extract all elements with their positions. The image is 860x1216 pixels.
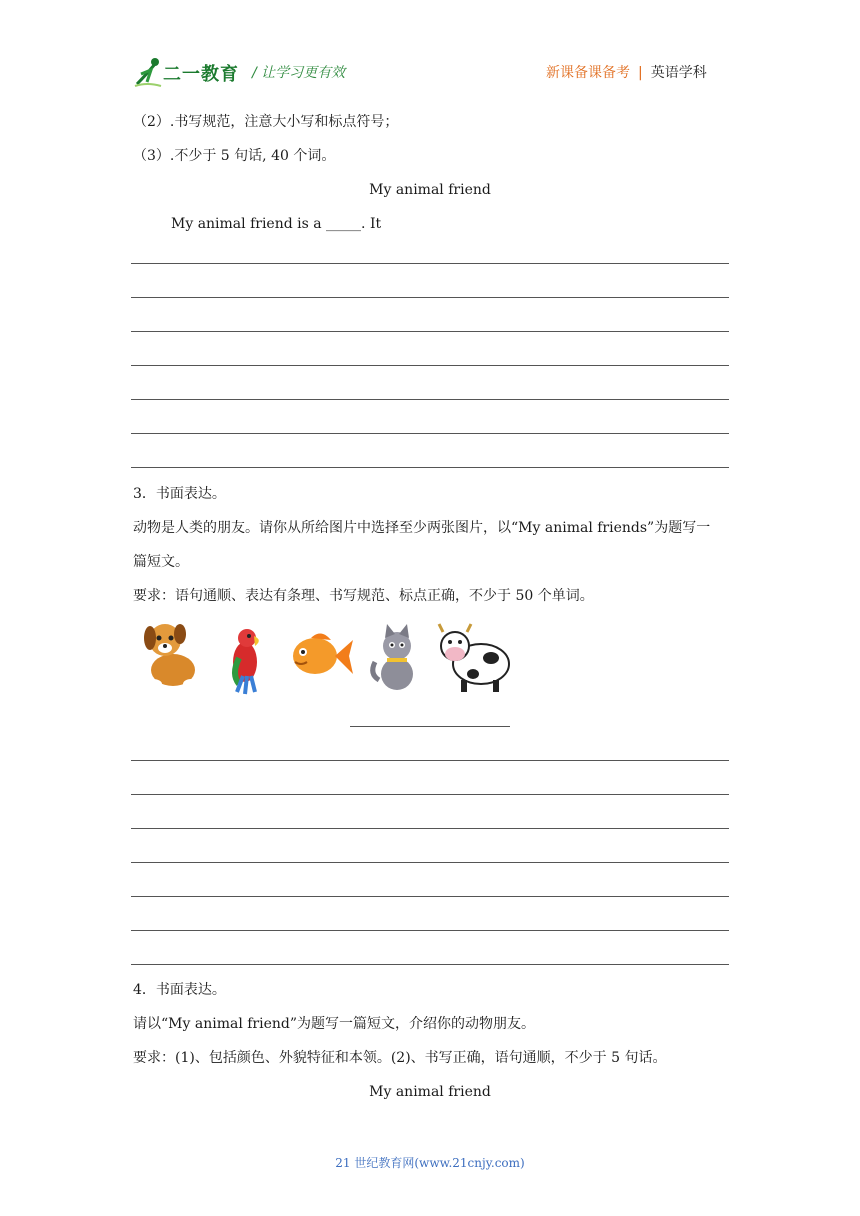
q3-requirement: 要求：语句通顺、表达有条理、书写规范、标点正确，不少于 50 个单词。 — [133, 588, 594, 604]
header-course-label: 新课备课备考 — [546, 65, 630, 81]
runner-logo-icon — [133, 56, 163, 90]
header-slogan: / 让学习更有效 — [252, 65, 346, 81]
q4-requirement: 要求：(1)、包括颜色、外貌特征和本领。(2)、书写正确，语句通顺，不少于 5 句话。 — [133, 1050, 667, 1066]
footer-source: 21 世纪教育网(www.21cnjy.com) — [335, 1156, 525, 1170]
writing-line — [131, 433, 729, 434]
writing-line — [131, 964, 729, 965]
header-logo — [133, 56, 245, 90]
writing-line — [131, 828, 729, 829]
animal-pictures — [135, 618, 515, 696]
writing-line — [131, 760, 729, 761]
header-separator: | — [638, 65, 643, 81]
q2-requirement-2: （2）.书写规范，注意大小写和标点符号； — [133, 114, 399, 130]
q2-requirement-3: （3）.不少于 5 句话, 40 个词。 — [133, 148, 336, 164]
writing-line — [131, 263, 729, 264]
header-subject — [546, 62, 707, 82]
parrot-icon — [233, 629, 259, 694]
q3-prompt-line-2: 篇短文。 — [133, 554, 189, 570]
logo-text: 二一教育 — [163, 64, 239, 85]
writing-line — [131, 365, 729, 366]
q3-title-blank — [350, 726, 510, 727]
cat-icon — [373, 624, 413, 690]
q3-heading: 3．书面表达。 — [133, 486, 226, 502]
writing-line — [131, 794, 729, 795]
q4-prompt: 请以“My animal friend”为题写一篇短文，介绍你的动物朋友。 — [133, 1016, 536, 1032]
writing-line — [131, 896, 729, 897]
q2-essay-title: My animal friend — [369, 182, 491, 198]
writing-line — [131, 297, 729, 298]
cow-icon — [439, 624, 509, 692]
writing-line — [131, 467, 729, 468]
q2-essay-start: My animal friend is a _____. It — [171, 216, 382, 232]
writing-line — [131, 399, 729, 400]
q3-prompt-line-1: 动物是人类的朋友。请你从所给图片中选择至少两张图片，以“My animal friends”为题写一 — [133, 520, 711, 536]
header-subject-label: 英语学科 — [650, 65, 707, 81]
dog-icon — [144, 624, 199, 689]
writing-line — [131, 862, 729, 863]
goldfish-icon — [293, 633, 353, 674]
q4-heading: 4．书面表达。 — [133, 982, 226, 998]
q4-essay-title: My animal friend — [369, 1084, 491, 1100]
writing-line — [131, 331, 729, 332]
writing-line — [131, 930, 729, 931]
